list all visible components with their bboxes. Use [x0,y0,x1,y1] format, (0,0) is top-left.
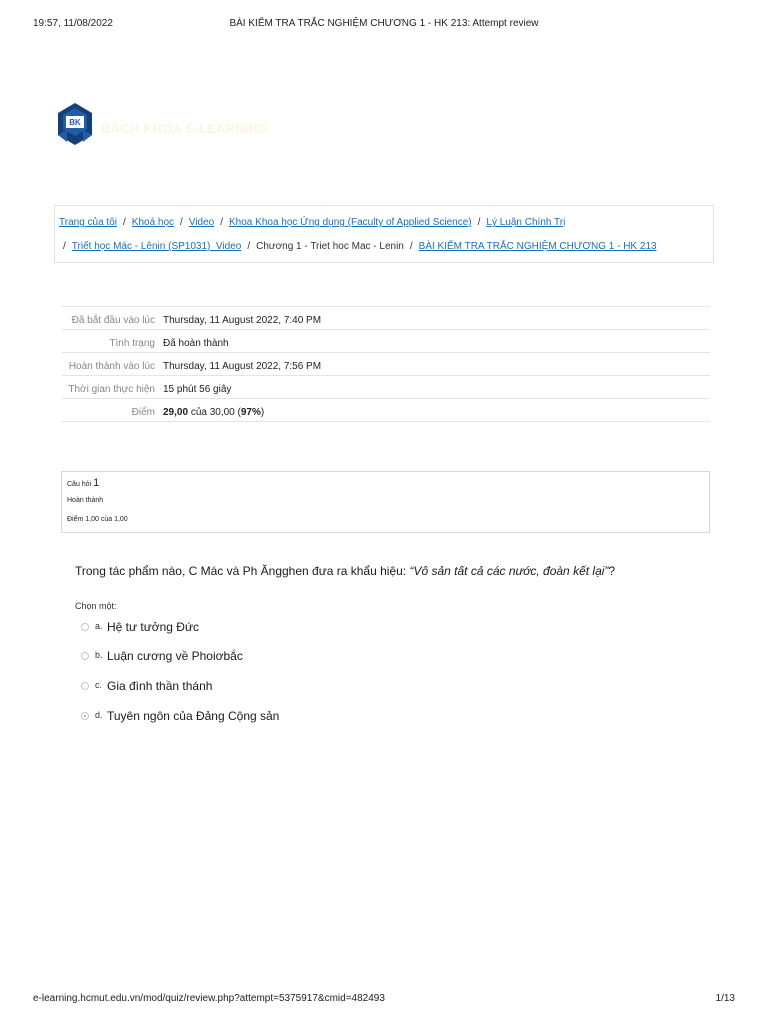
time-taken-label: Thời gian thực hiện [62,376,163,399]
state-label: Tình trạng [62,330,163,353]
grade-percent: 97% [240,407,261,418]
breadcrumb-course[interactable]: Triết học Mác - Lênin (SP1031)_Video [71,241,242,252]
breadcrumb-separator: / [63,241,66,252]
summary-row-state [62,330,710,353]
completed-label: Hoàn thành vào lúc [62,353,163,376]
answer-text-b: Luận cương về Phoiơbắc [107,649,243,663]
answer-letter-b: b. [95,650,103,660]
breadcrumb-separator: / [247,241,251,252]
site-logo[interactable] [55,100,280,150]
grade-score: 29,00 [163,407,189,418]
logo-mark-text: BK [69,118,81,127]
breadcrumb-chapter: Chương 1 - Triet hoc Mac - Lenin [256,241,404,252]
answer-prompt: Chọn một: [75,601,117,611]
breadcrumb-quiz[interactable]: BÀI KIỂM TRA TRẮC NGHIỆM CHƯƠNG 1 - HK 213 [418,241,657,252]
question-text-quote: “Vô sản tất cả các nước, đoàn kết lại” [409,564,609,578]
summary-row-completed [62,353,710,376]
time-taken-value: 15 phút 56 giây [163,376,710,399]
question-label: Câu hỏi [67,481,92,488]
breadcrumb-separator: / [409,241,413,252]
question-state: Hoàn thành [67,497,104,504]
state-value: Đã hoàn thành [163,330,710,353]
breadcrumb-video[interactable]: Video [188,217,215,228]
grade-value [163,399,710,422]
question-text-prefix: Trong tác phẩm nào, C Mác và Ph Ăngghen đưa ra khẩu hiệu: [75,564,410,578]
answer-letter-c: c. [95,680,103,690]
answer-letter-d: d. [95,710,103,720]
bach-khoa-logo-icon [55,102,95,146]
breadcrumb-separator: / [220,217,224,228]
breadcrumb-line-1 [59,217,565,228]
answer-text-a: Hệ tư tưởng Đức [107,620,199,634]
question-number [67,477,99,489]
print-page-number: 1/13 [715,993,735,1004]
answer-text-c: Gia đình thần thánh [107,679,213,693]
summary-row-started [62,307,710,330]
breadcrumb-separator: / [180,217,183,228]
answer-radio-c[interactable] [81,682,89,690]
summary-row-time [62,376,710,399]
answer-radio-a[interactable] [81,623,89,631]
answer-text-d: Tuyên ngôn của Đảng Cộng sản [107,709,280,723]
answer-letter-a: a. [95,621,103,631]
breadcrumb-courses[interactable]: Khoá học [131,217,175,228]
breadcrumb-faculty[interactable]: Khoa Khoa học Ứng dụng (Faculty of Applied Science) [229,217,472,228]
question-number-value: 1 [93,477,100,489]
breadcrumb-my-home[interactable]: Trang của tôi [59,217,117,228]
started-label: Đã bắt đầu vào lúc [62,307,163,330]
print-url: e-learning.hcmut.edu.vn/mod/quiz/review.php?attempt=5375917&cmid=482493 [33,993,385,1004]
breadcrumb [54,205,714,263]
question-info-box [61,471,710,533]
started-value: Thursday, 11 August 2022, 7:40 PM [163,307,710,330]
question-grade: Điểm 1,00 của 1,00 [67,516,128,523]
breadcrumb-separator: / [477,217,481,228]
question-text-suffix: ? [608,564,616,578]
summary-row-grade [62,399,710,422]
completed-value: Thursday, 11 August 2022, 7:56 PM [163,353,710,376]
attempt-summary-table [62,306,710,422]
print-timestamp: 19:57, 11/08/2022 [33,18,113,29]
print-page-title: BÀI KIỂM TRA TRẮC NGHIỆM CHƯƠNG 1 - HK 213: Attempt review [229,18,539,29]
grade-label: Điểm [62,399,163,422]
answer-radio-b[interactable] [81,652,89,660]
breadcrumb-separator: / [123,217,126,228]
grade-of: của 30,00 ( [190,407,241,418]
answer-radio-d[interactable] [81,712,89,720]
logo-text: BÁCH KHOA E-LEARNING [101,121,269,136]
breadcrumb-political-theory[interactable]: Lý Luận Chính Trị [486,217,566,228]
breadcrumb-line-2 [63,241,657,252]
grade-close: ) [260,407,265,418]
question-text [75,564,615,578]
